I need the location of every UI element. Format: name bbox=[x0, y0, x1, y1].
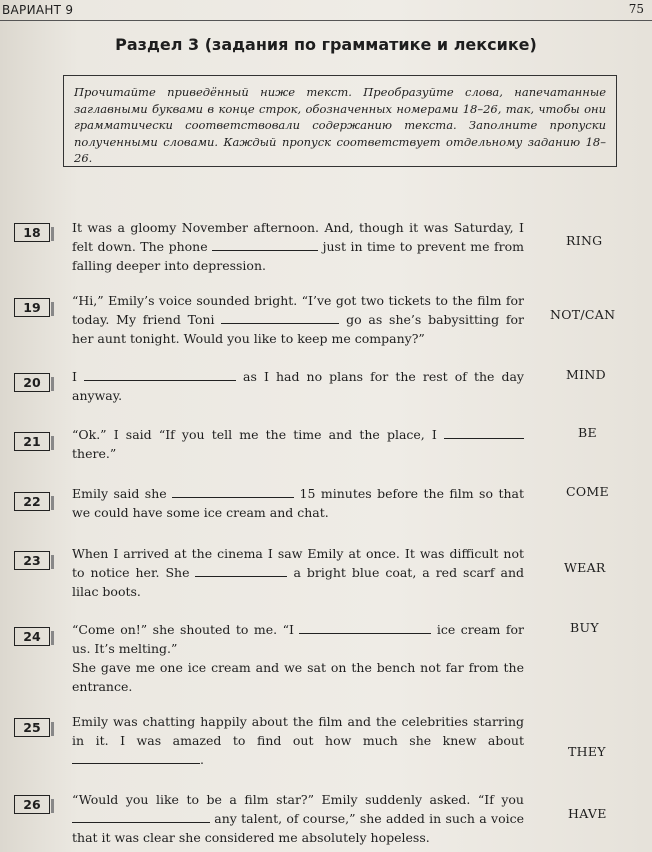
task-text bbox=[72, 218, 524, 275]
answer-gap[interactable] bbox=[72, 809, 210, 823]
text-before-gap: Emily was chatting happily about the film and the celebrities starring in it. I was amazed to find out how much she knew about bbox=[72, 714, 524, 748]
text-before-gap: “Would you like to be a film star?” Emily suddenly asked. “If you bbox=[72, 792, 524, 807]
header-rule bbox=[0, 20, 652, 21]
task-text bbox=[72, 620, 524, 696]
text-after-gap: go as she’s babysitting for her aunt tonight. Would you like to keep me company?” bbox=[72, 312, 524, 346]
answer-gap[interactable] bbox=[195, 563, 287, 577]
answer-gap[interactable] bbox=[212, 237, 318, 251]
variant-label: ВАРИАНТ 9 bbox=[2, 3, 74, 17]
text-before-gap: “Come on!” she shouted to me. “I bbox=[72, 622, 300, 637]
task-number-box: 20 bbox=[14, 373, 50, 392]
answer-gap[interactable] bbox=[72, 750, 200, 764]
task-number-box: 24 bbox=[14, 627, 50, 646]
keyword: BUY bbox=[570, 620, 599, 635]
text-after-gap: just in time to prevent me from falling deeper into depression. bbox=[72, 239, 524, 273]
keyword: THEY bbox=[568, 744, 606, 759]
task-text bbox=[72, 544, 524, 601]
text-before-gap: I bbox=[72, 369, 84, 384]
task-number-box: 23 bbox=[14, 551, 50, 570]
section-title: Раздел 3 (задания по грамматике и лексике) bbox=[115, 35, 537, 54]
answer-gap[interactable] bbox=[172, 484, 294, 498]
keyword: MIND bbox=[566, 367, 606, 382]
instruction-box: Прочитайте приведённый ниже текст. Преобразуйте слова, напечатанные заглавными буквами в конце строк, обозначенных номерами 18–26, так, чтобы они грамматически соответствовали содержанию текста. Заполните пропуски полученными словами. Каждый пропуск соответствует отдельному заданию 18–26. bbox=[63, 75, 617, 167]
text-after-gap: . bbox=[200, 752, 204, 767]
text-after-gap: as I had no plans for the rest of the day anyway. bbox=[72, 369, 524, 403]
task-number-box: 18 bbox=[14, 223, 50, 242]
task-text bbox=[72, 484, 524, 522]
text-after-gap: ice cream for us. It’s melting.” bbox=[72, 622, 525, 656]
answer-gap[interactable] bbox=[444, 425, 524, 439]
text-before-gap: Emily said she bbox=[72, 486, 173, 501]
text-after-gap: any talent, of course,” she added in such a voice that it was clear she considered me absolutely hopeless. bbox=[72, 811, 524, 845]
text-before-gap: When I arrived at the cinema I saw Emily at once. It was difficult not to notice her. She bbox=[72, 546, 524, 580]
task-number-box: 21 bbox=[14, 432, 50, 451]
task-number-box: 19 bbox=[14, 298, 50, 317]
text-after-gap: there.” bbox=[72, 446, 117, 461]
page-number: 75 bbox=[628, 2, 644, 16]
keyword: NOT/CAN bbox=[550, 307, 616, 322]
task-text bbox=[72, 790, 524, 847]
keyword: HAVE bbox=[568, 806, 607, 821]
answer-gap[interactable] bbox=[84, 367, 236, 381]
task-number-box: 26 bbox=[14, 795, 50, 814]
keyword: BE bbox=[578, 425, 597, 440]
text-before-gap: “Hi,” Emily’s voice sounded bright. “I’ve got two tickets to the film for today. My friend Toni bbox=[72, 293, 524, 327]
answer-gap[interactable] bbox=[299, 620, 431, 634]
task-number-box: 25 bbox=[14, 718, 50, 737]
keyword: RING bbox=[566, 233, 603, 248]
keyword: WEAR bbox=[564, 560, 606, 575]
keyword: COME bbox=[566, 484, 609, 499]
text-after-gap: 15 minutes before the film so that we could have some ice cream and chat. bbox=[72, 486, 524, 520]
page-header bbox=[0, 0, 652, 22]
text-after-gap: a bright blue coat, a red scarf and lilac boots. bbox=[72, 565, 524, 599]
text-before-gap: “Ok.” I said “If you tell me the time and the place, I bbox=[72, 427, 444, 442]
task-text bbox=[72, 712, 524, 769]
task-text bbox=[72, 291, 524, 348]
task-text bbox=[72, 367, 524, 405]
task-text bbox=[72, 425, 524, 463]
text-before-gap: It was a gloomy November afternoon. And, though it was Saturday, I felt down. The phone bbox=[72, 220, 524, 254]
text-continuation: She gave me one ice cream and we sat on the bench not far from the entrance. bbox=[72, 660, 524, 694]
answer-gap[interactable] bbox=[221, 310, 339, 324]
task-number-box: 22 bbox=[14, 492, 50, 511]
